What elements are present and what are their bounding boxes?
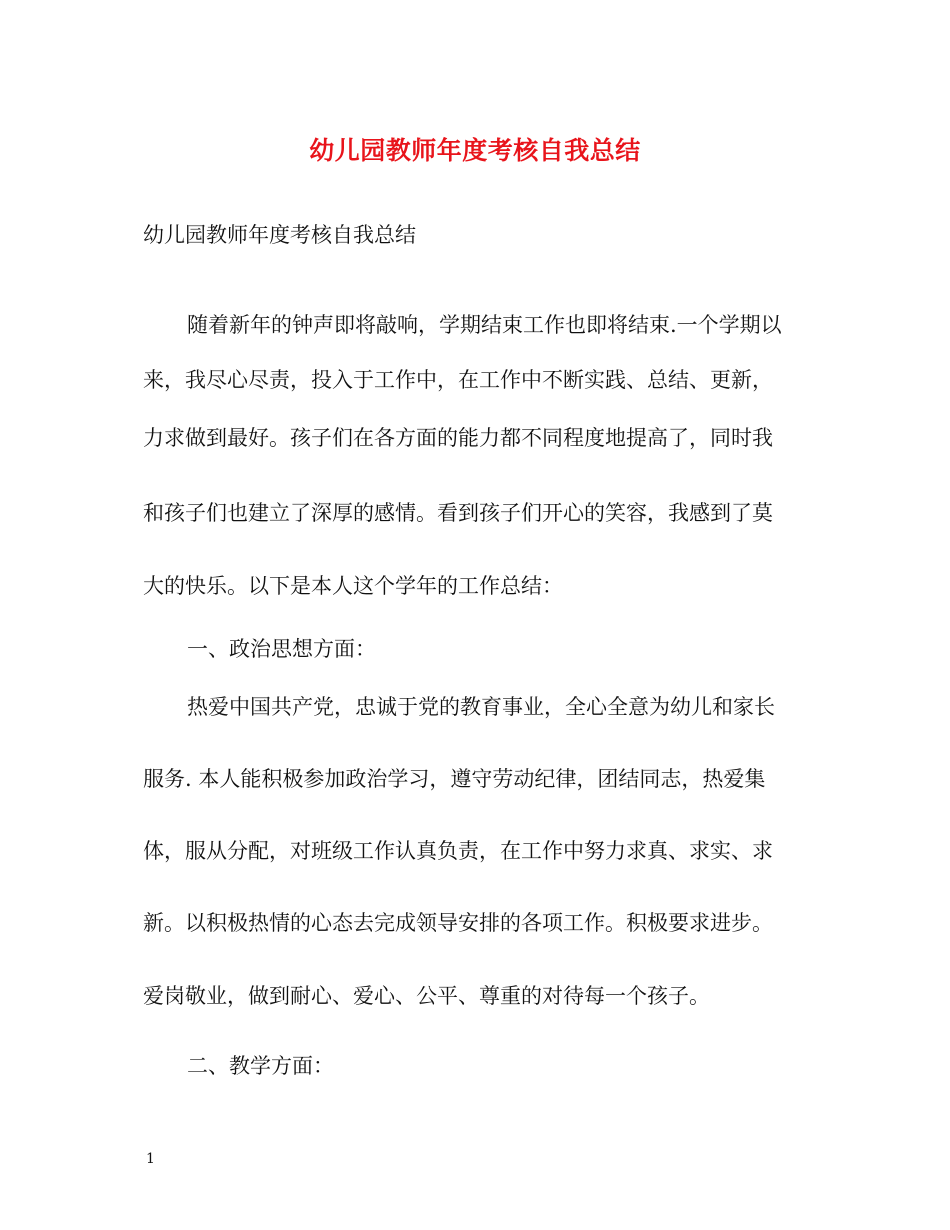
page-number: 1 bbox=[146, 1151, 155, 1167]
paragraph-line: 大的快乐。以下是本人这个学年的工作总结： bbox=[143, 574, 563, 598]
paragraph-line: 随着新年的钟声即将敲响，学期结束工作也即将结束.一个学期以 bbox=[187, 313, 782, 337]
paragraph-line: 新。以积极热情的心态去完成领导安排的各项工作。积极要求进步。 bbox=[143, 911, 773, 935]
paragraph-line: 和孩子们也建立了深厚的感情。看到孩子们开心的笑容，我感到了莫 bbox=[143, 501, 773, 525]
paragraph-line: 力求做到最好。孩子们在各方面的能力都不同程度地提高了，同时我 bbox=[143, 426, 773, 450]
document-title: 幼儿园教师年度考核自我总结 bbox=[309, 136, 641, 165]
paragraph-line: 服务. 本人能积极参加政治学习，遵守劳动纪律，团结同志，热爱集 bbox=[143, 767, 766, 791]
paragraph-line: 爱岗敬业，做到耐心、爱心、公平、尊重的对待每一个孩子。 bbox=[143, 984, 710, 1008]
paragraph-line: 来，我尽心尽责，投入于工作中，在工作中不断实践、总结、更新， bbox=[143, 368, 773, 392]
document-subtitle: 幼儿园教师年度考核自我总结 bbox=[143, 223, 416, 247]
section-heading: 二、教学方面： bbox=[187, 1054, 334, 1078]
paragraph-line: 体，服从分配，对班级工作认真负责，在工作中努力求真、求实、求 bbox=[143, 839, 773, 863]
section-heading: 一、政治思想方面： bbox=[187, 637, 376, 661]
paragraph-line: 热爱中国共产党，忠诚于党的教育事业，全心全意为幼儿和家长 bbox=[187, 695, 775, 719]
